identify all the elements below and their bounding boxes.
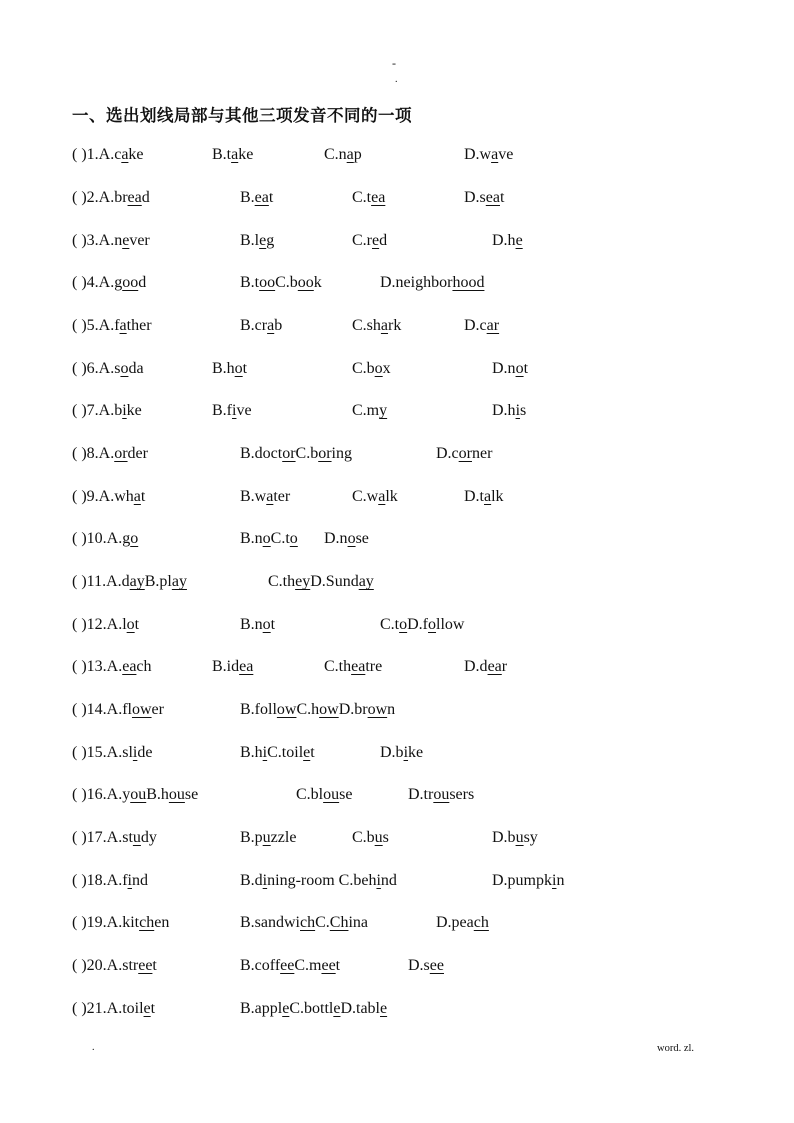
underlined-letters: o [347, 530, 356, 547]
question-6-option-3: C.box [352, 360, 391, 377]
underlined-letters: ow [276, 701, 297, 718]
question-3-option-2: B.leg [240, 232, 275, 249]
underlined-letters: or [458, 445, 472, 462]
question-4-option-2: B.tooC.book [240, 274, 322, 291]
question-17-option-1: ( )17.A.study [72, 829, 157, 846]
question-16-option-1: ( )16.A.youB.house [72, 786, 199, 803]
underlined-letters: or [114, 445, 128, 462]
underlined-letters: o [289, 530, 298, 547]
underlined-letters: ar [486, 317, 500, 334]
underlined-letters: ow [367, 701, 388, 718]
underlined-letters: ch [300, 914, 316, 931]
question-8-option-3: D.corner [436, 445, 493, 462]
underlined-letters: o [262, 530, 271, 547]
question-13-option-1: ( )13.A.each [72, 658, 152, 675]
question-9-option-2: B.water [240, 488, 291, 505]
question-2-option-2: B.eat [240, 189, 274, 206]
question-5-option-3: C.shark [352, 317, 402, 334]
underlined-letters: e [372, 232, 380, 249]
question-2-option-4: D.seat [464, 189, 505, 206]
question-1-option-4: D.wave [464, 146, 514, 163]
underlined-letters: ea [351, 658, 366, 675]
question-16-option-3: D.trousers [408, 786, 475, 803]
question-8-option-1: ( )8.A.order [72, 445, 148, 462]
question-18-option-3: D.pumpkin [492, 872, 565, 889]
underlined-letters: i [376, 872, 381, 889]
underlined-letters: o [399, 616, 408, 633]
underlined-letters: ee [138, 957, 153, 974]
underlined-letters: e [143, 1000, 151, 1017]
question-20-option-3: D.see [408, 957, 444, 974]
question-4-option-3: D.neighborhood [380, 274, 485, 291]
question-13-option-3: C.theatre [324, 658, 383, 675]
underlined-letters: a [346, 146, 354, 163]
underlined-letters: ou [433, 786, 450, 803]
header-dash: - [392, 56, 396, 70]
underlined-letters: oo [122, 274, 139, 291]
question-6-option-2: B.hot [212, 360, 248, 377]
underlined-letters: a [491, 146, 499, 163]
question-2-option-1: ( )2.A.bread [72, 189, 150, 206]
question-13-option-2: B.idea [212, 658, 254, 675]
underlined-letters: i [132, 744, 138, 761]
underlined-letters: o [374, 360, 383, 377]
underlined-letters: a [231, 146, 239, 163]
underlined-letters: e [515, 232, 523, 249]
underlined-letters: ay [171, 573, 187, 590]
underlined-letters: i [122, 402, 127, 419]
question-7-option-3: C.my [352, 402, 388, 419]
underlined-letters: ay [358, 573, 374, 590]
underlined-letters: a [266, 488, 274, 505]
underlined-letters: ow [131, 701, 152, 718]
underlined-letters: i [262, 744, 268, 761]
question-18-option-2: B.dining-room C.behind [240, 872, 397, 889]
underlined-letters: ay [129, 573, 145, 590]
underlined-letters: oo [259, 274, 276, 291]
underlined-letters: or [282, 445, 296, 462]
underlined-letters: a [380, 317, 389, 334]
question-21-option-1: ( )21.A.toilet [72, 1000, 156, 1017]
question-4-option-1: ( )4.A.good [72, 274, 147, 291]
underlined-letters: ea [485, 189, 500, 206]
question-2-option-3: C.tea [352, 189, 386, 206]
question-14-option-2: B.followC.howD.brown [240, 701, 396, 718]
underlined-letters: o [120, 360, 129, 377]
question-1-option-1: ( )1.A.cake [72, 146, 144, 163]
question-10-option-3: D.nose [324, 530, 369, 547]
underlined-letters: ee [280, 957, 295, 974]
question-17-option-3: C.bus [352, 829, 389, 846]
underlined-letters: ou [323, 786, 340, 803]
underlined-letters: a [267, 317, 275, 334]
underlined-letters: ea [239, 658, 254, 675]
underlined-letters: oo [297, 274, 314, 291]
header-dot: . [395, 74, 398, 85]
question-17-option-2: B.puzzle [240, 829, 297, 846]
question-10-option-1: ( )10.A.go [72, 530, 139, 547]
underlined-letters: hood [452, 274, 485, 291]
question-8-option-2: B.doctorC.boring [240, 445, 352, 462]
underlined-letters: a [119, 317, 127, 334]
question-16-option-2: C.blouse [296, 786, 353, 803]
question-20-option-1: ( )20.A.street [72, 957, 157, 974]
question-3-option-1: ( )3.A.never [72, 232, 150, 249]
underlined-letters: e [282, 1000, 290, 1017]
underlined-letters: Ch [329, 914, 349, 931]
underlined-letters: i [262, 872, 268, 889]
underlined-letters: ea [487, 658, 502, 675]
underlined-letters: a [378, 488, 386, 505]
question-6-option-4: D.not [492, 360, 529, 377]
underlined-letters: y [379, 402, 388, 419]
question-9-option-1: ( )9.A.what [72, 488, 146, 505]
underlined-letters: o [126, 616, 135, 633]
underlined-letters: or [318, 445, 332, 462]
underlined-letters: i [403, 744, 409, 761]
underlined-letters: ch [139, 914, 155, 931]
question-21-option-2: B.appleC.bottleD.table [240, 1000, 388, 1017]
underlined-letters: a [484, 488, 492, 505]
underlined-letters: u [132, 829, 141, 846]
question-15-option-1: ( )15.A.slide [72, 744, 153, 761]
question-12-option-2: B.not [240, 616, 276, 633]
underlined-letters: e [259, 232, 267, 249]
question-19-option-3: D.peach [436, 914, 489, 931]
question-3-option-3: C.red [352, 232, 388, 249]
footer-right-text: word. zl. [657, 1043, 695, 1054]
underlined-letters: u [262, 829, 271, 846]
underlined-letters: ch [473, 914, 489, 931]
question-15-option-3: D.bike [380, 744, 424, 761]
underlined-letters: ea [254, 189, 269, 206]
underlined-letters: o [130, 530, 139, 547]
question-3-option-4: D.he [492, 232, 523, 249]
question-15-option-2: B.hiC.toilet [240, 744, 315, 761]
underlined-letters: a [133, 488, 141, 505]
underlined-letters: u [374, 829, 383, 846]
question-12-option-3: C.toD.follow [380, 616, 465, 633]
underlined-letters: ow [319, 701, 339, 718]
underlined-letters: ea [127, 189, 142, 206]
question-11-option-2: C.theyD.Sunday [268, 573, 374, 590]
question-13-option-4: D.dear [464, 658, 508, 675]
underlined-letters: e [333, 1000, 341, 1017]
question-14-option-1: ( )14.A.flower [72, 701, 164, 718]
question-1-option-2: B.take [212, 146, 254, 163]
question-20-option-2: B.coffeeC.meet [240, 957, 341, 974]
underlined-letters: o [262, 616, 271, 633]
question-19-option-2: B.sandwichC.China [240, 914, 368, 931]
underlined-letters: ou [168, 786, 185, 803]
underlined-letters: e [380, 1000, 388, 1017]
question-9-option-4: D.talk [464, 488, 504, 505]
underlined-letters: ee [429, 957, 444, 974]
underlined-letters: i [515, 402, 521, 419]
underlined-letters: ou [130, 786, 147, 803]
underlined-letters: ea [122, 658, 137, 675]
question-1-option-3: C.nap [324, 146, 362, 163]
underlined-letters: o [428, 616, 437, 633]
underlined-letters: e [122, 232, 130, 249]
underlined-letters: ey [295, 573, 311, 590]
question-9-option-3: C.walk [352, 488, 398, 505]
question-5-option-4: D.car [464, 317, 500, 334]
question-6-option-1: ( )6.A.soda [72, 360, 144, 377]
underlined-letters: e [303, 744, 311, 761]
underlined-letters: u [515, 829, 524, 846]
question-18-option-1: ( )18.A.find [72, 872, 148, 889]
section-title: 一、选出划线局部与其他三项发音不同的一项 [72, 106, 412, 125]
question-7-option-4: D.his [492, 402, 527, 419]
footer-left-mark: . [92, 1042, 95, 1053]
underlined-letters: i [127, 872, 132, 889]
underlined-letters: i [552, 872, 557, 889]
question-17-option-4: D.busy [492, 829, 538, 846]
underlined-letters: o [515, 360, 524, 377]
question-5-option-2: B.crab [240, 317, 283, 334]
question-5-option-1: ( )5.A.father [72, 317, 152, 334]
question-7-option-1: ( )7.A.bike [72, 402, 142, 419]
question-11-option-1: ( )11.A.dayB.play [72, 573, 187, 590]
underlined-letters: ea [371, 189, 386, 206]
question-19-option-1: ( )19.A.kitchen [72, 914, 170, 931]
question-7-option-2: B.five [212, 402, 252, 419]
underlined-letters: i [232, 402, 237, 419]
question-12-option-1: ( )12.A.lot [72, 616, 140, 633]
underlined-letters: ee [321, 957, 336, 974]
underlined-letters: a [121, 146, 129, 163]
question-10-option-2: B.noC.to [240, 530, 298, 547]
underlined-letters: o [234, 360, 243, 377]
